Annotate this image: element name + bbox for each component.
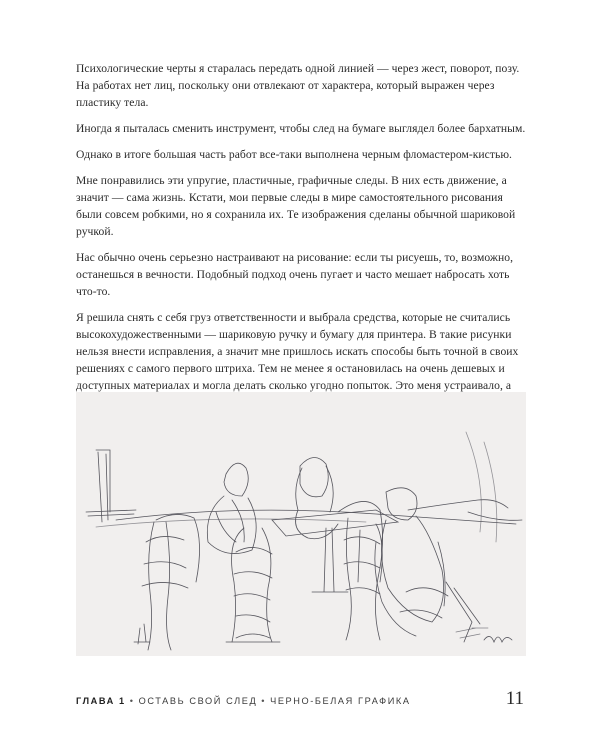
paragraph-2: Иногда я пыталась сменить инструмент, чтобы след на бумаге выглядел более бархатным. (76, 122, 526, 135)
section-title: ОСТАВЬ СВОЙ СЛЕД (138, 696, 258, 706)
page-number: 11 (505, 688, 524, 709)
paragraph-4: Мне понравились эти упругие, пластичные, графичные следы. В них есть движение, а значит — сама жизнь. Кстати, мои первые следы в мире самостоятельного рисования были совсем робкими, но я сохранила их. Те изображения сделаны обычной шариковой ручкой. (76, 174, 516, 238)
page-footer (76, 690, 526, 714)
running-footer (76, 696, 411, 706)
paragraph-6: Я решила снять с себя груз ответственности и выбрала средства, которые не считались высокохудожественными — шариковую ручку и бумагу для принтера. В такие рисунки нельзя внести исправления, а значит мне пришлось искать способы быть точной в своих решениях с самого первого штриха. Тем не менее я остановилась на очень дешевых и доступных материалах и могла делать сколько угодно попыток. Это меня устраивало, а (76, 311, 519, 392)
pen-sketch-drawing (76, 392, 526, 656)
subsection-title: ЧЕРНО-БЕЛАЯ ГРАФИКА (270, 696, 411, 706)
footer-separator-1: • (129, 696, 135, 706)
paragraph-5: Нас обычно очень серьезно настраивают на рисование: если ты рисуешь, то, возможно, останешься в вечности. Подобный подход очень пугает и часто мешает набросать хоть что-то. (76, 251, 514, 298)
cafe-sketch-illustration (76, 392, 526, 656)
chapter-label: ГЛАВА 1 (76, 696, 126, 706)
footer-separator-2: • (261, 696, 267, 706)
paragraph-1: Психологические черты я старалась передать одной линией — через жест, поворот, позу. На работах нет лиц, поскольку они отвлекают от характера, который выражен через пластику тела. (76, 62, 520, 109)
paragraph-3: Однако в итоге большая часть работ все-таки выполнена черным фломастером-кистью. (76, 148, 512, 161)
